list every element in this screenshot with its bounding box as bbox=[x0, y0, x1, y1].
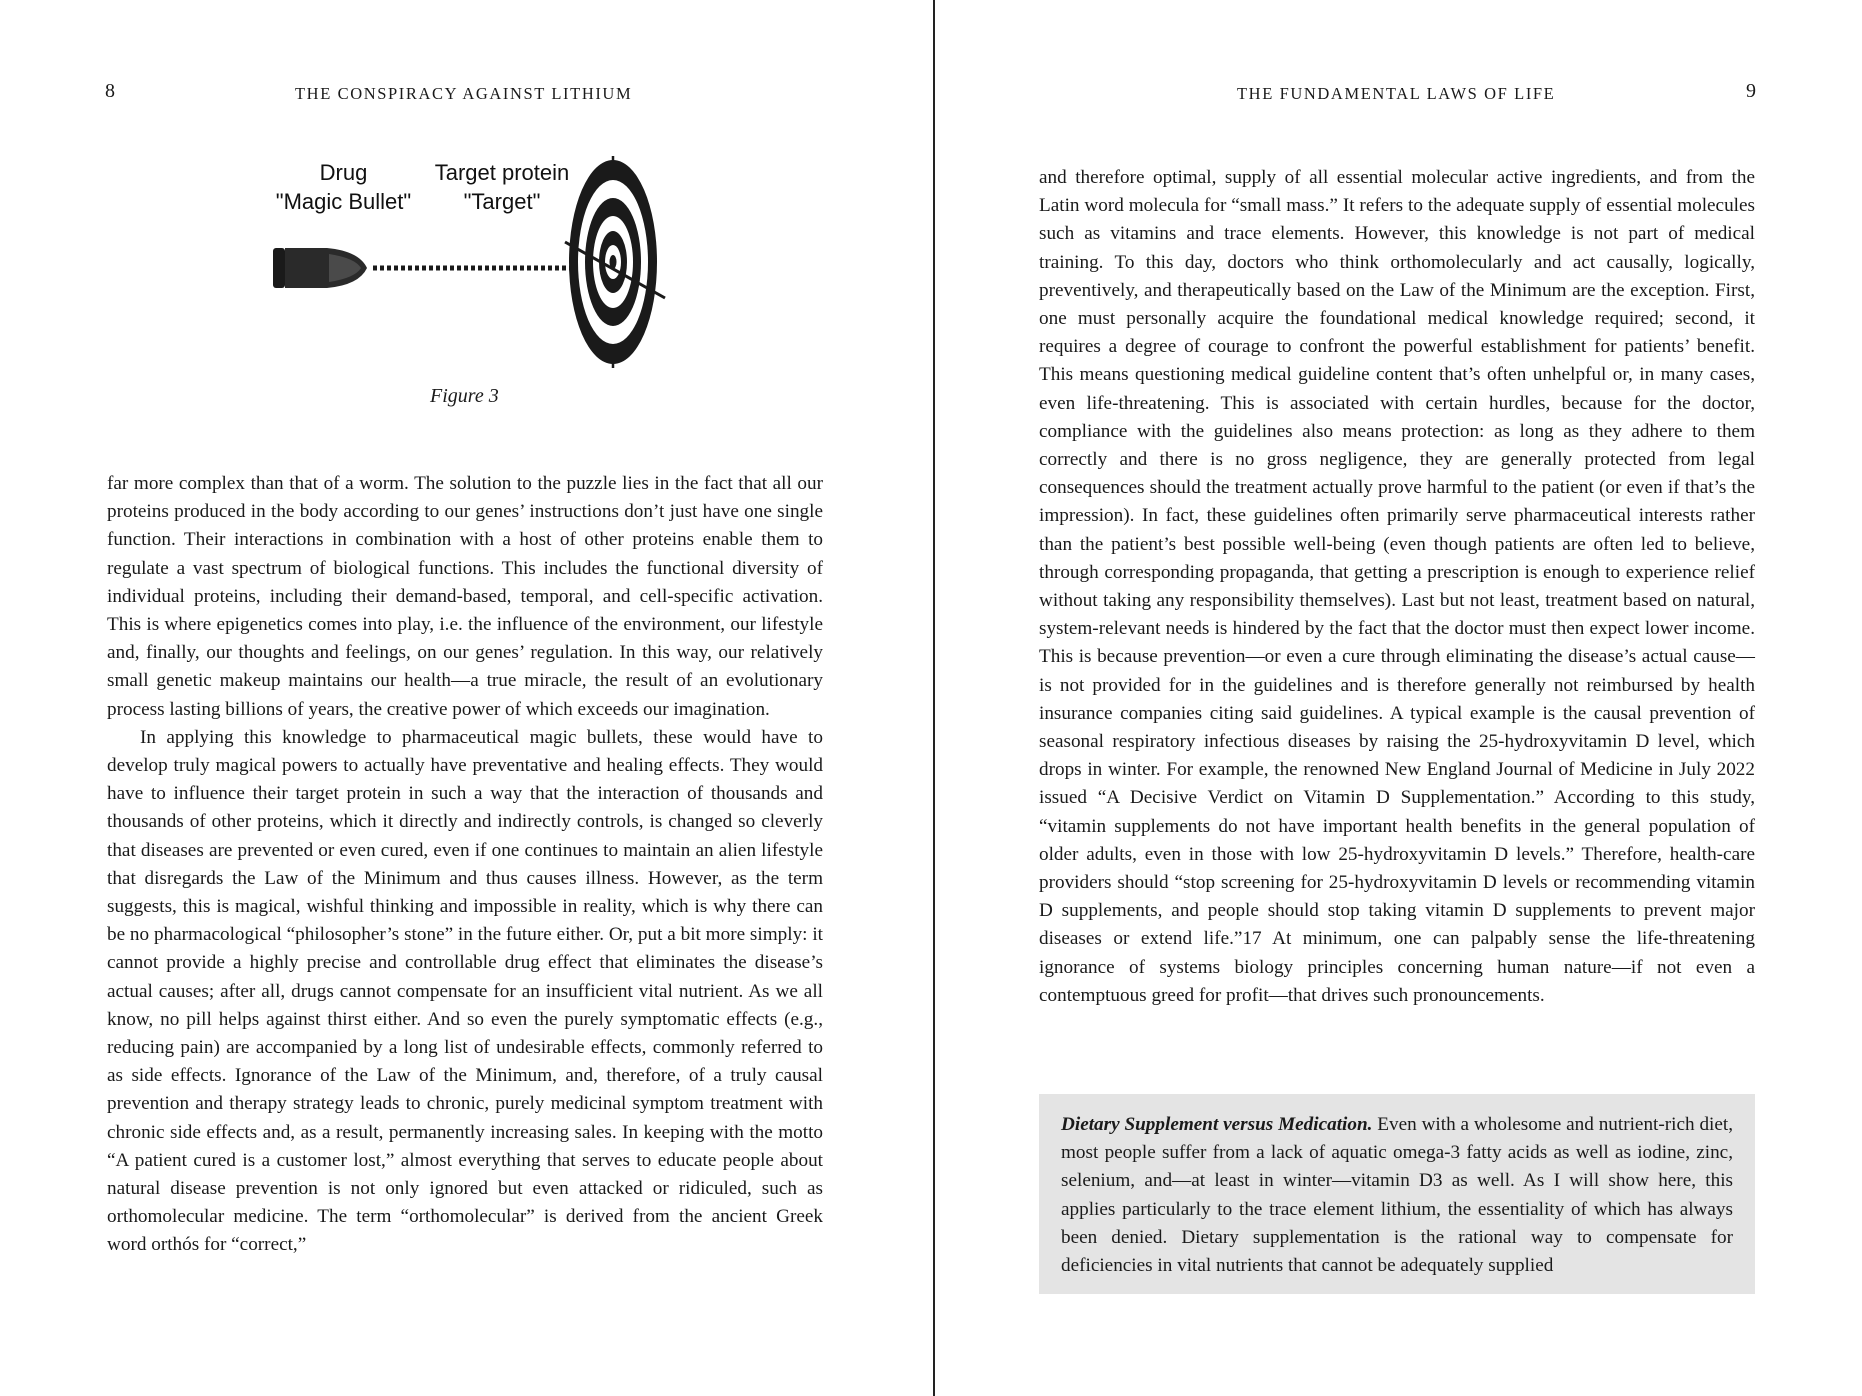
right-body-text bbox=[1039, 164, 1755, 1010]
sidebar-box bbox=[1039, 1094, 1755, 1294]
page-number: 9 bbox=[1746, 80, 1756, 102]
page-number: 8 bbox=[105, 80, 115, 102]
left-body-text bbox=[107, 470, 823, 1260]
drug-label bbox=[271, 158, 416, 216]
paragraph: far more complex than that of a worm. The solution to the puzzle lies in the fact that all our proteins produced in the body according to our genes’ instructions don’t just have one single function. Their interactions in combination with a host of other proteins enable them to regulate a vast spectrum of biological functions. This includes the functional diversity of individual proteins, including their demand-based, temporal, and cell-specific activation. This is where epigenetics comes into play, i.e. the influence of the environment, our lifestyle and, finally, our thoughts and feelings, on our genes’ regulation. In this way, our relatively small genetic makeup maintains our health—a true miracle, the result of an evolutionary process lasting billions of years, the creative power of which exceeds our imagination. bbox=[107, 473, 823, 720]
drug-label-line2: "Magic Bullet" bbox=[275, 189, 412, 214]
paragraph: and therefore optimal, supply of all essential molecular active ingredients, and from the Latin word molecula for “small mass.” It refers to the adequate supply of essential molecules such as vitamins and trace elements. However, this knowledge is not part of medical training. To this day, doctors who think orthomolecularly and act causally, logically, preventively, and therapeutically based on the Law of the Minimum are the exception. First, one must personally acquire the foundational medical knowledge required; second, it requires a degree of courage to confront the powerful establishment for patients’ benefit. This means questioning medical guideline content that’s often unhelpful or, in many cases, even life-threatening. This is associated with certain hurdles, because for the doctor, compliance with the guidelines also means protection: as long as they adhere to them correctly and there is no gross negligence, they are generally protected from legal consequences should the treatment actually prove harmful to the patient (or even if that’s the impression). In fact, these guidelines often primarily serve pharmaceutical interests rather than the patient’s best possible well-being (even though patients are often led to believe, through corresponding propaganda, that getting a prescription is enough to experience relief without taking any responsibility themselves). Last but not least, treatment based on natural, system-relevant needs is hindered by the fact that the doctor must then expect lower income. This is because prevention—or even a cure through eliminating the disease’s actual cause—is not provided for in the guidelines and is therefore generally not reimbursed by health insurance companies citing said guidelines. A typical example is the causal prevention of seasonal respiratory infectious diseases by raising the 25-hydroxyvitamin D level, which drops in winter. For example, the renowned New England Journal of Medicine in July 2022 issued “A Decisive Verdict on Vitamin D Supplementation.” According to this study, “vitamin supplements do not have important health benefits in the general population of older adults, even in those with low 25-hydroxyvitamin D levels.” Therefore, health-care providers should “stop screening for 25-hydroxyvitamin D levels or recommending vitamin D supplements, and people should stop taking vitamin D supplements to prevent major diseases or extend life.”17 At minimum, one can palpably sense the life-threatening ignorance of systems biology principles concerning human nature—if not even a contemptuous greed for profit—that drives such pronouncements. bbox=[1039, 167, 1755, 1006]
target-icon bbox=[565, 156, 665, 368]
running-head: THE CONSPIRACY AGAINST LITHIUM bbox=[295, 84, 633, 103]
figure-caption: Figure 3 bbox=[430, 385, 499, 407]
target-label-line2: "Target" bbox=[463, 189, 541, 214]
bullet-icon bbox=[273, 248, 367, 288]
sidebar-text: Even with a wholesome and nutrient-rich diet, most people suffer from a lack of aquatic omega-3 fatty acids as well as iodine, zinc, selenium, and—at least in winter—vitamin D3 as well. As I will show here, this applies particularly to the trace element lithium, the essentiality of which has always been denied. Dietary supplementation is the rational way to compensate for deficiencies in vital nutrients that cannot be adequately supplied bbox=[1061, 1114, 1734, 1277]
paragraph: In applying this knowledge to pharmaceutical magic bullets, these would have to develop truly magical powers to actually have preventative and healing effects. They would have to influence their target protein in such a way that the interaction of thousands and thousands of other proteins, which it directly and indirectly controls, is changed so cleverly that diseases are prevented or even cured, even if one continues to maintain an alien lifestyle that disregards the Law of the Minimum and thus causes illness. However, as the term suggests, this is magical, wishful thinking and impossible in reality, which is why there can be no pharmacological “philosopher’s stone” in the future either. Or, put a bit more simply: it cannot provide a highly precise and controllable drug effect that eliminates the disease’s actual causes; after all, drugs cannot compensate for an insufficient vital nutrient. As we all know, no pill helps against thirst either. And so even the purely symptomatic effects (e.g., reducing pain) are accompanied by a long list of undesirable effects, commonly referred to as side effects. Ignorance of the Law of the Minimum, and, therefore, of a truly causal prevention and therapy strategy leads to chronic, purely medicinal symptom treatment with chronic side effects and, as a result, permanently increasing sales. In keeping with the motto “A patient cured is a customer lost,” almost everything that serves to educate people about natural disease prevention is not only ignored but even attacked or ridiculed, such as orthomolecular medicine. The term “orthomolecular” is derived from the ancient Greek word orthós for “correct,” bbox=[107, 726, 823, 1256]
figure-magic-bullet bbox=[255, 150, 690, 380]
right-page bbox=[935, 0, 1862, 1396]
running-head: THE FUNDAMENTAL LAWS OF LIFE bbox=[1237, 84, 1556, 103]
sidebar-heading: Dietary Supplement versus Medication. bbox=[1061, 1114, 1373, 1135]
target-label-line1: Target protein bbox=[434, 160, 570, 185]
target-label bbox=[427, 158, 577, 216]
drug-label-line1: Drug bbox=[319, 160, 368, 185]
